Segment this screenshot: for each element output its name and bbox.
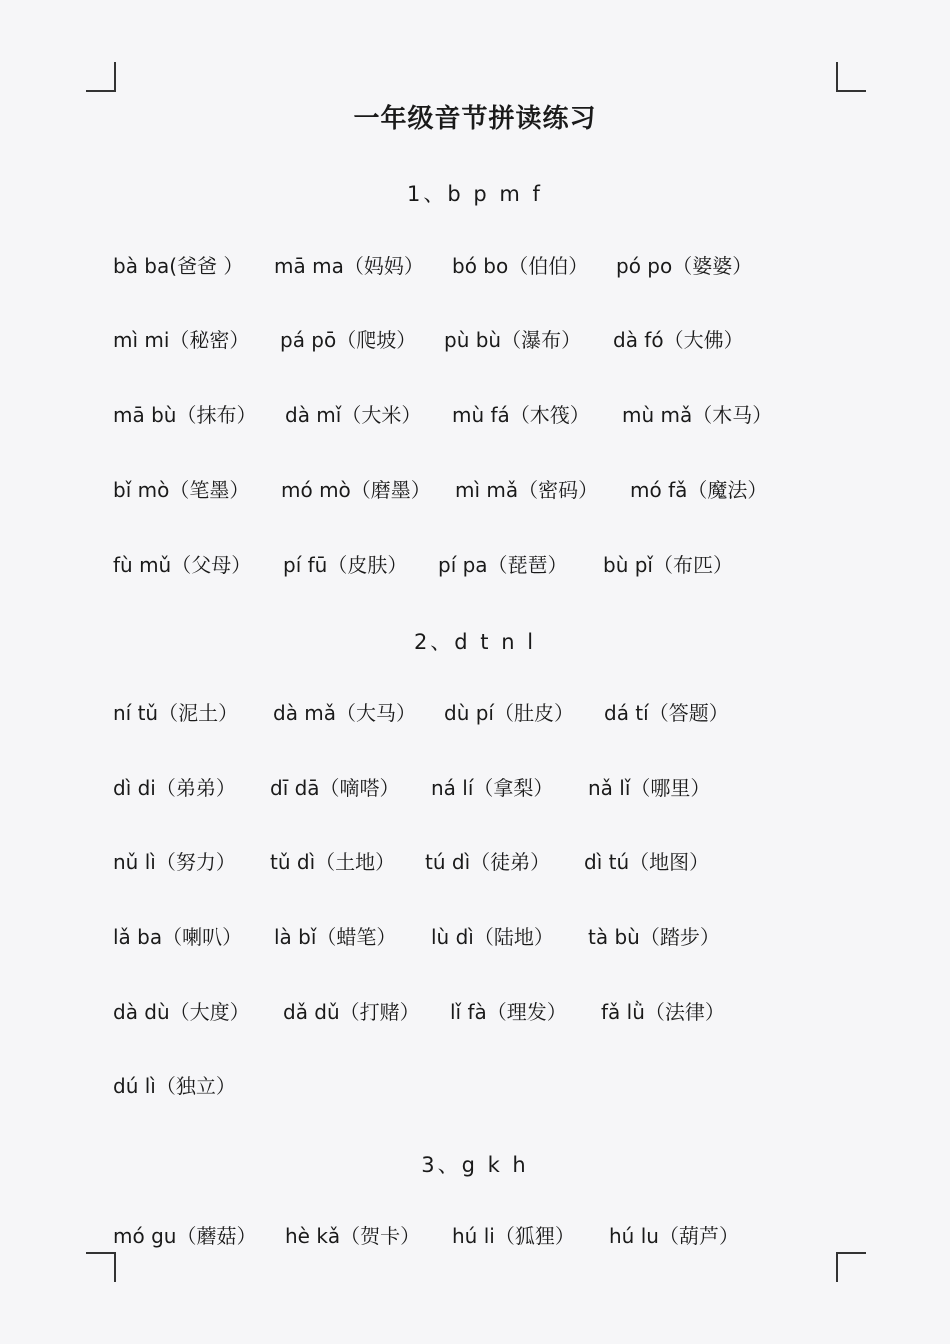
word-item: dà mǐ（大米）: [285, 403, 422, 427]
word-item: lǎ ba（喇叭）: [113, 925, 243, 949]
section-heading-gkh: 3、g k h: [421, 1153, 529, 1177]
word-item: là bǐ（蜡笔）: [274, 925, 397, 949]
word-row: [0, 997, 950, 1027]
word-item: dá tí（答题）: [604, 701, 729, 725]
word-item: pó po（婆婆）: [616, 254, 753, 278]
word-item: mó gu（蘑菇）: [113, 1224, 257, 1248]
word-item: tǔ dì（土地）: [270, 850, 396, 874]
section-heading-dtnl: 2、d t n l: [413, 630, 537, 654]
word-item: mā ma（妈妈）: [274, 254, 424, 278]
word-item: ní tǔ（泥土）: [113, 701, 239, 725]
word-item: nǔ lì（努力）: [113, 850, 236, 874]
word-row: [0, 847, 950, 877]
word-item: tà bù（踏步）: [588, 925, 720, 949]
word-row: [0, 325, 950, 355]
word-row: [0, 251, 950, 281]
word-item: dú lì（独立）: [113, 1074, 236, 1098]
word-row: [0, 1221, 950, 1251]
word-item: dù pí（肚皮）: [444, 701, 574, 725]
word-item: tú dì（徒弟）: [425, 850, 551, 874]
word-item: pá pō（爬坡）: [280, 328, 417, 352]
word-row: [0, 698, 950, 728]
crop-mark-bottom-left: [86, 1252, 116, 1282]
word-item: mì mǎ（密码）: [455, 478, 599, 502]
word-item: mù fá（木筏）: [452, 403, 590, 427]
word-item: fù mǔ（父母）: [113, 553, 252, 577]
word-item: pí fū（皮肤）: [283, 553, 408, 577]
word-item: hè kǎ（贺卡）: [285, 1224, 421, 1248]
word-item: dì tú（地图）: [584, 850, 710, 874]
word-item: mó mò（磨墨）: [281, 478, 431, 502]
word-item: mì mi（秘密）: [113, 328, 250, 352]
word-item: dà fó（大佛）: [613, 328, 744, 352]
word-item: bó bo（伯伯）: [452, 254, 589, 278]
word-item: bù pǐ（布匹）: [603, 553, 733, 577]
crop-mark-top-right: [836, 62, 866, 92]
word-item: dà dù（大度）: [113, 1000, 250, 1024]
word-item: lǐ fà（理发）: [450, 1000, 567, 1024]
word-item: nǎ lǐ（哪里）: [588, 776, 711, 800]
page-title: 一年级音节拼读练习: [353, 104, 597, 134]
word-item: mā bù（抹布）: [113, 403, 257, 427]
word-item: fǎ lǜ（法律）: [601, 1000, 725, 1024]
word-row: [0, 475, 950, 505]
word-item: dī dā（嘀嗒）: [270, 776, 400, 800]
word-item: bà ba(爸爸 ）: [113, 254, 244, 278]
section-heading-bpmf: 1、b p m f: [407, 182, 543, 206]
word-item: ná lí（拿梨）: [431, 776, 554, 800]
word-item: lù dì（陆地）: [431, 925, 554, 949]
word-row: [0, 1071, 950, 1101]
word-row: [0, 550, 950, 580]
word-item: pù bù（瀑布）: [444, 328, 582, 352]
word-item: bǐ mò（笔墨）: [113, 478, 250, 502]
word-row: [0, 773, 950, 803]
word-item: dì di（弟弟）: [113, 776, 236, 800]
word-item: dǎ dǔ（打赌）: [283, 1000, 420, 1024]
word-row: [0, 400, 950, 430]
word-item: hú lu（葫芦）: [609, 1224, 739, 1248]
crop-mark-bottom-right: [836, 1252, 866, 1282]
word-item: dà mǎ（大马）: [273, 701, 417, 725]
word-row: [0, 922, 950, 952]
word-item: mù mǎ（木马）: [622, 403, 773, 427]
word-item: mó fǎ（魔法）: [630, 478, 768, 502]
word-item: pí pa（琵琶）: [438, 553, 568, 577]
word-item: hú li（狐狸）: [452, 1224, 575, 1248]
crop-mark-top-left: [86, 62, 116, 92]
